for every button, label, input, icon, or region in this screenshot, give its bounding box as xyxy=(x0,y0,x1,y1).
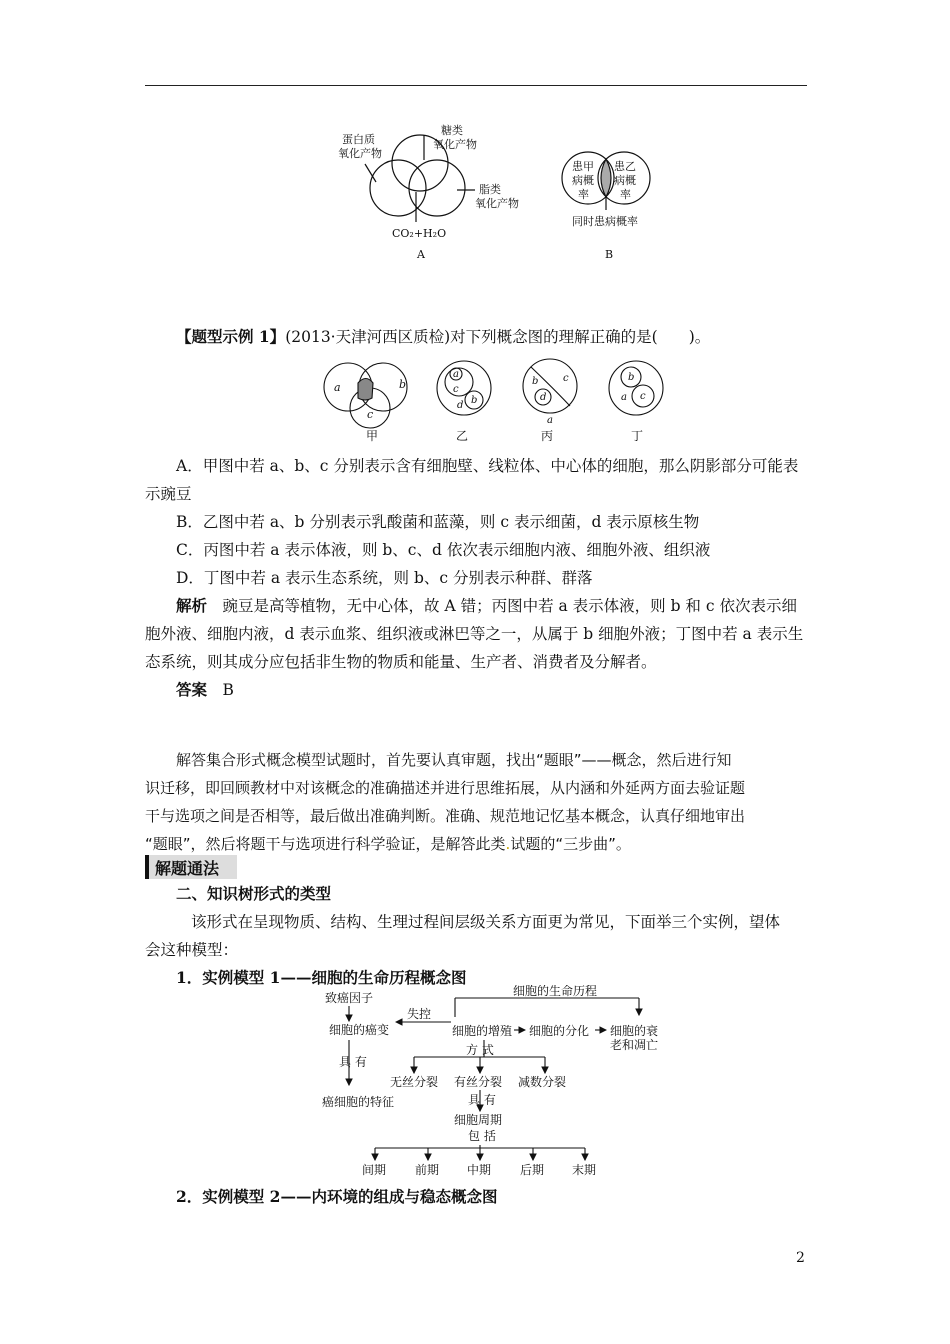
fat-label: 脂类 xyxy=(479,183,501,196)
node-aging: 细胞的衰 xyxy=(610,1024,659,1038)
figure-a-label: A xyxy=(417,248,425,261)
label-jia: 甲 xyxy=(366,429,379,443)
b-right-label-2: 病概 xyxy=(614,174,636,187)
model-1-title: 1．实例模型 1——细胞的生命历程概念图 xyxy=(176,968,467,987)
concept-figures xyxy=(0,350,950,450)
node-meiosis: 减数分裂 xyxy=(518,1075,567,1089)
phase-metaphase: 中期 xyxy=(467,1163,492,1177)
ding-c: c xyxy=(640,391,646,402)
example-source: (2013·天津河西区质检) xyxy=(285,328,451,346)
node-aging-2: 老和凋亡 xyxy=(610,1038,659,1052)
figure-yi xyxy=(437,361,491,415)
edge-include: 包 括 xyxy=(468,1129,496,1143)
analysis-line-3: 态系统，则其成分应包括非生物的物质和能量、生产者、消费者及分解者。 xyxy=(145,653,657,671)
co2-h2o-label: CO₂+H₂O xyxy=(392,227,447,240)
method-mark: . xyxy=(505,835,511,853)
page-number: 2 xyxy=(796,1250,805,1266)
bing-d: d xyxy=(540,392,547,403)
yi-d: d xyxy=(457,400,464,411)
node-cell-cycle: 细胞周期 xyxy=(454,1113,503,1127)
method-line-1: 解答集合形式概念模型试题时，首先要认真审题，找出“题眼”——概念，然后进行知 xyxy=(176,751,732,769)
section-heading-2: 二、知识树形式的类型 xyxy=(176,884,332,903)
figure-a-labels xyxy=(338,123,519,261)
node-life-history: 细胞的生命历程 xyxy=(513,985,598,998)
section-block xyxy=(145,880,810,992)
phase-interphase: 间期 xyxy=(362,1163,387,1177)
fat-label-2: 氧化产物 xyxy=(475,197,519,210)
b-left-label-2: 病概 xyxy=(572,174,594,187)
node-proliferation: 细胞的增殖 xyxy=(452,1024,513,1038)
intro-line-2: 会这种模型： xyxy=(145,941,239,959)
answer-value: B xyxy=(222,681,234,699)
node-differentiation: 细胞的分化 xyxy=(529,1024,590,1038)
option-b: B．乙图中若 a、b 分别表示乳酸菌和蓝藻，则 c 表示细菌，d 表示原核生物 xyxy=(176,513,700,531)
node-mitosis: 有丝分裂 xyxy=(454,1075,503,1089)
b-right-label-3: 率 xyxy=(620,188,631,201)
jia-a: a xyxy=(334,381,341,394)
sugar-label-2: 氧化产物 xyxy=(433,138,477,151)
bing-c: c xyxy=(563,373,569,384)
shaded-overlap xyxy=(601,159,611,197)
b-left-label: 患甲 xyxy=(572,160,594,173)
b-bottom-label: 同时患病概率 xyxy=(572,215,638,228)
b-right-label: 患乙 xyxy=(614,160,636,173)
option-a-cont: 示豌豆 xyxy=(145,485,192,503)
sugar-label: 糖类 xyxy=(441,124,463,137)
edge-method: 方 式 xyxy=(466,1043,494,1057)
example-question: 对下列概念图的理解正确的是( )。 xyxy=(450,328,711,346)
life-history-tree xyxy=(0,985,950,1180)
yi-a: a xyxy=(453,369,459,380)
node-carcinogen: 致癌因子 xyxy=(325,991,374,1005)
ding-b: b xyxy=(628,372,635,383)
label-ding: 丁 xyxy=(631,429,644,443)
jia-b: b xyxy=(399,378,407,391)
method-block xyxy=(145,746,810,858)
shaded-region xyxy=(358,379,373,401)
option-c: C．丙图中若 a 表示体液，则 b、c、d 依次表示细胞内液、细胞外液、组织液 xyxy=(176,541,711,559)
edge-have-2: 具 有 xyxy=(468,1093,496,1107)
figure-b-label: B xyxy=(605,248,614,261)
ding-a: a xyxy=(621,392,627,403)
analysis-line-1 xyxy=(145,592,810,620)
answer-line xyxy=(145,676,810,704)
method-line-4b: 试题的“三步曲”。 xyxy=(510,835,631,853)
option-a: A．甲图中若 a、b、c 分别表示含有细胞壁、线粒体、中心体的细胞，那么阴影部分可能表 xyxy=(176,457,799,475)
example-tag: 【题型示例 1】 xyxy=(176,327,286,346)
model-2-title-wrap xyxy=(176,1183,497,1211)
jia-c: c xyxy=(367,408,374,421)
method-line-4a: “题眼”，然后将题干与选项进行科学验证，是解答此类 xyxy=(145,835,506,853)
bing-a: a xyxy=(547,415,553,426)
node-amitosis: 无丝分裂 xyxy=(390,1075,439,1089)
b-left-label-3: 率 xyxy=(578,188,589,201)
phase-prophase: 前期 xyxy=(415,1163,440,1177)
protein-label: 蛋白质 xyxy=(342,133,375,146)
bing-b: b xyxy=(532,376,539,387)
answer-label: 答案 xyxy=(176,680,208,699)
model-2-title: 2．实例模型 2——内环境的组成与稳态概念图 xyxy=(176,1187,498,1206)
option-d: D．丁图中若 a 表示生态系统，则 b、c 分别表示种群、群落 xyxy=(176,569,593,587)
figure-jia xyxy=(324,363,407,428)
analysis-label: 解析 xyxy=(176,596,208,615)
section-title: 解题通法 xyxy=(155,859,220,878)
method-line-3: 干与选项之间是否相等，最后做出准确判断。准确、规范地记忆基本概念，认真仔细地审出 xyxy=(145,807,746,825)
intro-line-1: 该形式在呈现物质、结构、生理过程间层级关系方面更为常见，下面举三个实例，望体 xyxy=(191,913,781,931)
yi-b: b xyxy=(471,395,478,406)
label-bing: 丙 xyxy=(541,429,554,443)
analysis-text-1: 豌豆是高等植物，无中心体，故 A 错；丙图中若 a 表示体液，则 b 和 c 依次表示细 xyxy=(207,597,797,615)
protein-label-2: 氧化产物 xyxy=(338,147,382,160)
node-cancer-feature: 癌细胞的特征 xyxy=(322,1095,395,1109)
analysis-line-2: 胞外液、细胞内液，d 表示血浆、组织液或淋巴等之一，从属于 b 细胞外液；丁图中若 a 表示生 xyxy=(145,625,804,643)
method-line-4 xyxy=(145,830,810,858)
method-line-2: 识迁移，即回顾教材中对该概念的准确描述并进行思维拓展，从内涵和外延两方面去验证题 xyxy=(145,779,746,797)
options-block xyxy=(145,452,810,704)
phase-anaphase: 后期 xyxy=(520,1163,545,1177)
yi-c: c xyxy=(453,384,459,395)
example-title xyxy=(176,323,710,351)
edge-have-1: 具 有 xyxy=(339,1055,367,1069)
label-yi: 乙 xyxy=(456,429,469,443)
edge-lose-control: 失控 xyxy=(407,1007,432,1021)
phase-telophase: 末期 xyxy=(572,1163,597,1177)
figure-ab xyxy=(0,0,950,300)
node-cancerous: 细胞的癌变 xyxy=(329,1023,390,1037)
figure-ding xyxy=(609,361,663,415)
